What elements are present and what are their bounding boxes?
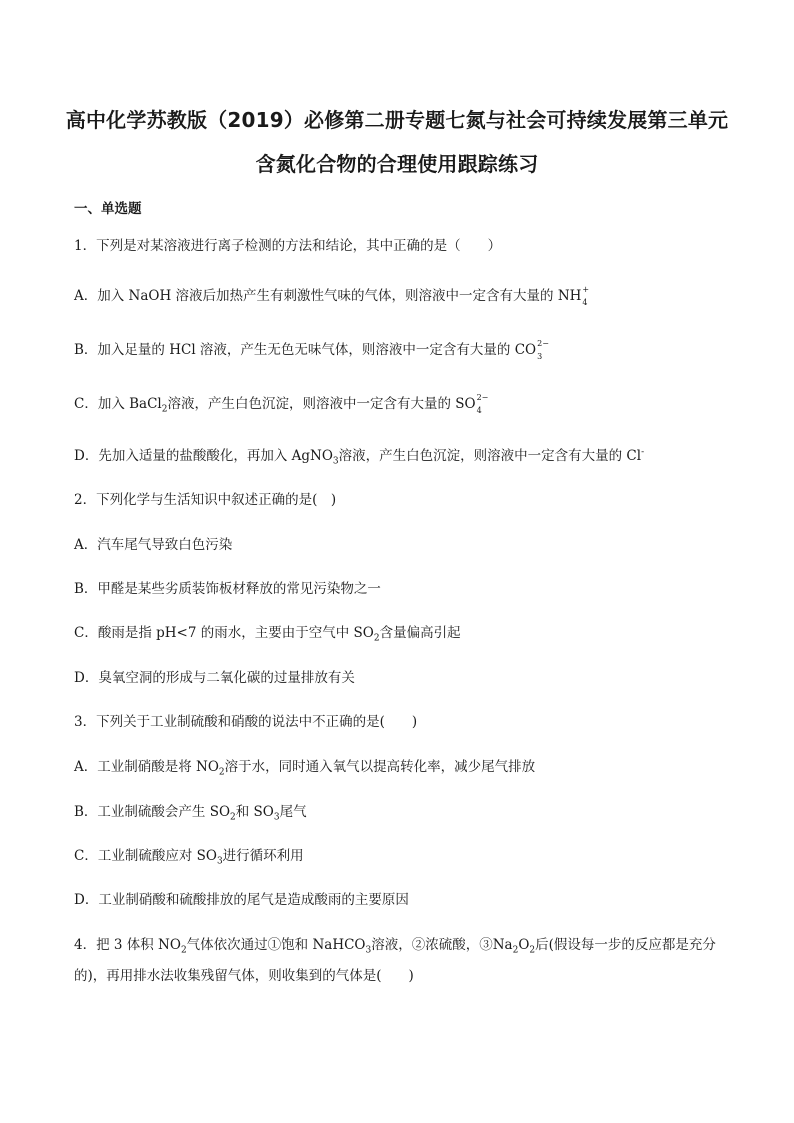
question-3-stem: 3．下列关于工业制硫酸和硝酸的说法中不正确的是( ) <box>74 714 418 730</box>
ion-charge: 2− 4 <box>476 393 489 415</box>
ion-charge: + 4 <box>582 285 590 307</box>
question-3-option-c: C．工业制硫酸应对 $SO_3$进行循环利用 <box>74 848 304 867</box>
question-3-option-a: A．工业制硝酸是将 $NO_2$溶于水，同时通入氧气以提高转化率，减少尾气排放 <box>74 759 536 778</box>
question-1-option-a: A．加入 NaOH 溶液后加热产生有刺激性气味的气体，则溶液中一定含有大量的 NH + 4 <box>74 286 591 306</box>
question-2-option-c: C．酸雨是指 pH<7 的雨水，主要由于空气中 $SO_2$含量偏高引起 <box>74 625 461 644</box>
question-4-stem-line-1: 4．把 3 体积 $NO_2$气体依次通过①饱和 NaHCO$_3$溶液，②浓硫酸，$③Na_2O_2$后(假设每一步的反应都是充分 <box>74 937 716 956</box>
question-2-option-b: B．甲醛是某些劣质装饰板材释放的常见污染物之一 <box>74 581 381 597</box>
document-title-line-2: 含氮化合物的合理使用跟踪练习 <box>255 152 539 176</box>
question-2-stem: 2．下列化学与生活知识中叙述正确的是( ) <box>74 492 337 508</box>
question-3-option-b: B．工业制硫酸会产生 $SO_2$和 $SO_3$尾气 <box>74 804 307 823</box>
ion-charge: 2− 3 <box>537 339 549 361</box>
question-2-option-a: A．汽车尾气导致白色污染 <box>74 537 233 553</box>
question-3-option-d: D．工业制硝酸和硫酸排放的尾气是造成酸雨的主要原因 <box>74 892 409 908</box>
document-title-line-1: 高中化学苏教版（2019）必修第二册专题七氮与社会可持续发展第三单元 <box>65 108 729 132</box>
question-1-option-c: C．加入 BaCl$_2$溶液，产生白色沉淀，则溶液中一定含有大量的 SO 2− 4 <box>74 393 489 415</box>
question-1-option-b: B．加入足量的 HCl 溶液，产生无色无味气体，则溶液中一定含有大量的 CO 2− 3 <box>74 339 549 361</box>
section-heading: 一、单选题 <box>74 201 142 217</box>
question-1-option-d: D．先加入适量的盐酸酸化，再加入 AgNO$_3$溶液，产生白色沉淀，则溶液中一定含有大量的 Cl- <box>74 447 645 467</box>
question-2-option-d: D．臭氧空洞的形成与二氧化碳的过量排放有关 <box>74 670 355 686</box>
question-1-stem: 1．下列是对某溶液进行离子检测的方法和结论，其中正确的是（ ） <box>74 238 502 254</box>
question-4-stem-line-2: 的)，再用排水法收集残留气体，则收集到的气体是( ) <box>74 968 414 984</box>
